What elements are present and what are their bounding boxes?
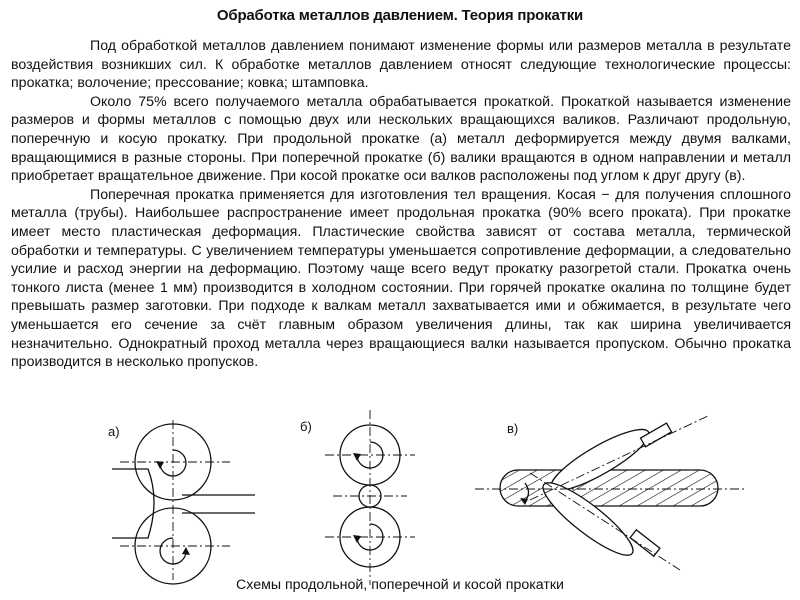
paragraph-2: Около 75% всего получаемого металла обрабатывается прокаткой. Прокаткой называется изменение размеров и формы металлов с помощью двух или нескольких вращающихся валиков. Различают продольную, поперечную и косую прокатку. При продольной прокатке (а) металл деформируется между двумя валками, вращающимися в разные стороны. При поперечной прокатке (б) валики вращаются в одном направлении и металл приобретает вращательное движение. При косой прокатке оси валков расположены под углом к друг другу (в). (11, 93, 791, 185)
figure-v-skew-rolling (470, 415, 760, 575)
paragraph-3: Поперечная прокатка применяется для изготовления тел вращения. Косая − для получения сплошного металла (трубы). Наибольшее распространение имеет продольная прокатка (90% всего проката). При прокатке имеет место пластическая деформация. Пластические свойства зависят от состава металла, термической обработки и температуры. С увеличением температуры уменьшается сопротивление деформации, а следовательно усилие и расход энергии на деформацию. Поэтому чаще всего ведут прокатку разогретой стали. Прокатка очень тонкого листа (менее 1 мм) производится в холодном состоянии. При горячей прокатке окалина по толщине будет превышать размер заготовки. При подходе к валкам металл захватывается ими и обжимается, в результате чего уменьшается его сечение за счёт главным образом увеличения длины, так как ширина увеличивается незначительно. Однократный проход металла через вращающиеся валки называется пропуском. Обычно прокатка производится в несколько пропусков. (11, 186, 791, 371)
page-title: Обработка металлов давлением. Теория прокатки (216, 7, 584, 24)
lower-arrowhead (353, 535, 361, 543)
workpiece-bar (500, 470, 718, 506)
paragraph-1: Под обработкой металлов давлением понимают изменение формы или размеров металла в результате воздействия возникших сил. К обработке металлов давлением относят следующие технологические процессы: прокатка; волочение; прессование; ковка; штамповка. (11, 38, 791, 92)
figure-b-label: б) (300, 419, 312, 434)
body-text (11, 37, 791, 372)
lower-arrowhead (182, 547, 190, 555)
workpiece-outline (112, 469, 154, 538)
lower-roll-shaft (630, 530, 660, 556)
figure-a-longitudinal-rolling (90, 420, 270, 580)
figure-b-transverse-rolling (315, 410, 425, 585)
figure-caption: Схемы продольной, поперечной и косой прокатки (236, 577, 564, 593)
figure-v-label: в) (507, 421, 519, 436)
figure-a-label: а) (108, 424, 120, 439)
upper-arrowhead (353, 453, 361, 461)
upper-roll-shaft (641, 423, 672, 447)
